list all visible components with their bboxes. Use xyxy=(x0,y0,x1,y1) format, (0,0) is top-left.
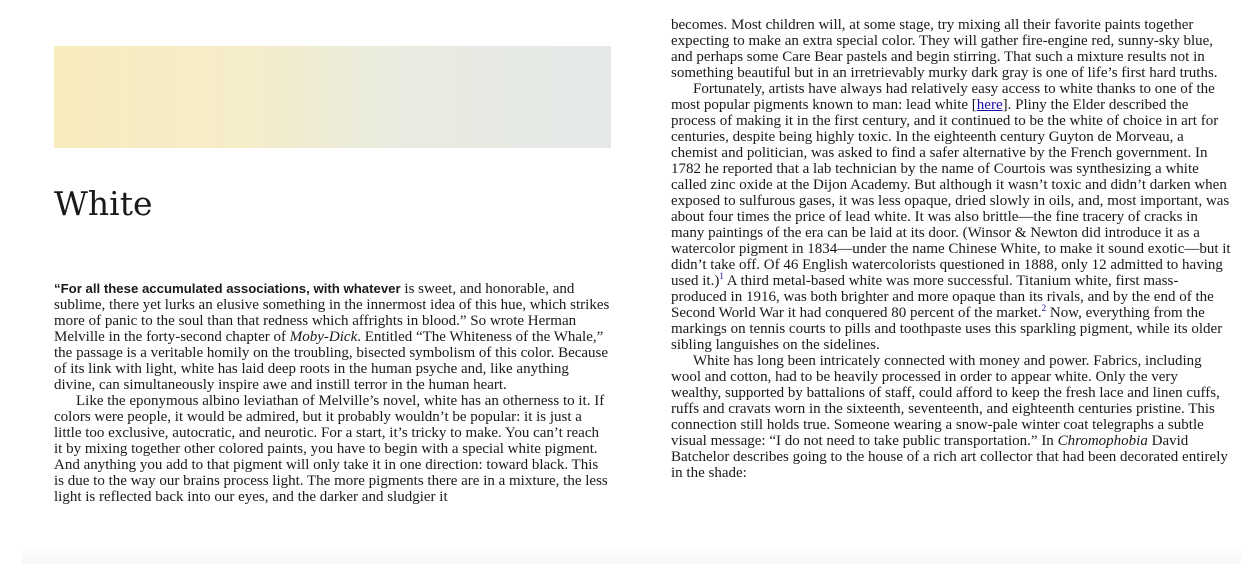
right-column-text xyxy=(671,17,1231,481)
book-title: Chromophobia xyxy=(1057,433,1148,449)
text-run: A third metal-based white was more successful. Titanium white, first mass-produced in 1916, was both brighter and more opaque than its rivals, and by the end of the Second World War it had conquered 80 percent of the market. xyxy=(671,273,1214,321)
footnote-marker-2[interactable]: 2 xyxy=(1041,303,1047,313)
paragraph xyxy=(54,281,611,393)
paragraph: Like the eponymous albino leviathan of Melville’s novel, white has an otherness to it. If colors were people, it would be admired, but it probably wouldn’t be popular: it is just a little too exclusive, autocratic, and neurotic. For a start, it’s tricky to make. You can’t reach it by mixing together other colored paints, you have to begin with a special white pigment. And anything you add to that pigment will only take it in one direction: toward black. This is due to the way our brains process light. The more pigments there are in a mixture, the less light is reflected back into our eyes, and the darker and sludgier it xyxy=(54,393,608,505)
chapter-title: White xyxy=(54,184,153,223)
text-run: Fortunately, artists have always had relatively easy access to white thanks to one of the most popular pigments known to man: lead white [ xyxy=(671,81,1215,113)
text-run: White has long been intricately connected with money and power. Fabrics, including wool and cotton, had to be heavily processed in order to appear white. Only the very wealthy, supported by battalions of staff, could afford to keep the fresh lace and linen cuffs, ruffs and cravats worn in the sixteenth, seventeenth, and eighteenth centuries pristine. This connection still holds true. Someone wearing a snow-pale winter coat telegraphs a subtle visual message: “I do not need to take public transportation.” In xyxy=(671,353,1220,449)
here-link[interactable]: here xyxy=(976,97,1003,113)
paragraph xyxy=(671,81,1231,353)
book-title: Moby-Dick xyxy=(289,329,358,345)
text-run: David Batchelor describes going to the house of a rich art collector that had been decorated entirely in the shade: xyxy=(671,433,1228,481)
text-run: . Entitled “The Whiteness of the Whale,” the passage is a veritable homily on the troubling, bisected symbolism of this color. Because of its link with light, white has laid deep roots in the human psyche and, like anything divine, can simultaneously inspire awe and instill terror in the human heart. xyxy=(54,329,609,393)
paragraph xyxy=(671,353,1231,481)
text-run: ]. Pliny the Elder described the process of making it in the first century, and it continued to be the white of choice in art for centuries, despite being highly toxic. In the eighteenth century Guyton de Morveau, a chemist and politician, was asked to find a safer alternative by the French government. In 1782 he reported that a lab technician by the name of Courtois was synthesizing a white called zinc oxide at the Dijon Academy. But although it wasn’t toxic and didn’t darken when exposed to sulfurous gases, it was less opaque, dried slowly in oils, and, most important, was about four times the price of lead white. It was also brittle—the fine tracery of cracks in many paintings of the era can be laid at its door. (Winsor & Newton did introduce it as a watercolor pigment in 1834—under the name Chinese White, to make it sound exotic—but it didn’t take off. Of 46 English watercolorists questioned in 1888, only 12 admitted to having used it.) xyxy=(671,97,1231,289)
paragraph: becomes. Most children will, at some stage, try mixing all their favorite paints together expecting to make an extra special color. They will gather fire-engine red, sunny-sky blue, and perhaps some Care Bear pastels and begin stirring. That such a mixture results not in something beautiful but in an irretrievably murky dark gray is one of life’s first hard truths. xyxy=(671,17,1218,81)
text-run: is sweet, and honorable, and sublime, there yet lurks an elusive something in the innermost idea of this hue, which strikes more of panic to the soul than that redness which affrights in blood.” So wrote Herman Melville in the forty-second chapter of xyxy=(54,281,610,345)
lead-in: “For all these accumulated associations, with whatever xyxy=(54,281,401,296)
footnote-marker-1[interactable]: 1 xyxy=(719,271,724,281)
right-page xyxy=(660,0,1241,564)
left-column-text xyxy=(54,281,611,505)
text-run: Now, everything from the markings on tennis courts to pills and toothpaste uses this sparkling pigment, while its older sibling languishes on the sidelines. xyxy=(671,305,1223,353)
color-swatch xyxy=(54,46,611,148)
page-bottom-edge xyxy=(22,547,1241,564)
